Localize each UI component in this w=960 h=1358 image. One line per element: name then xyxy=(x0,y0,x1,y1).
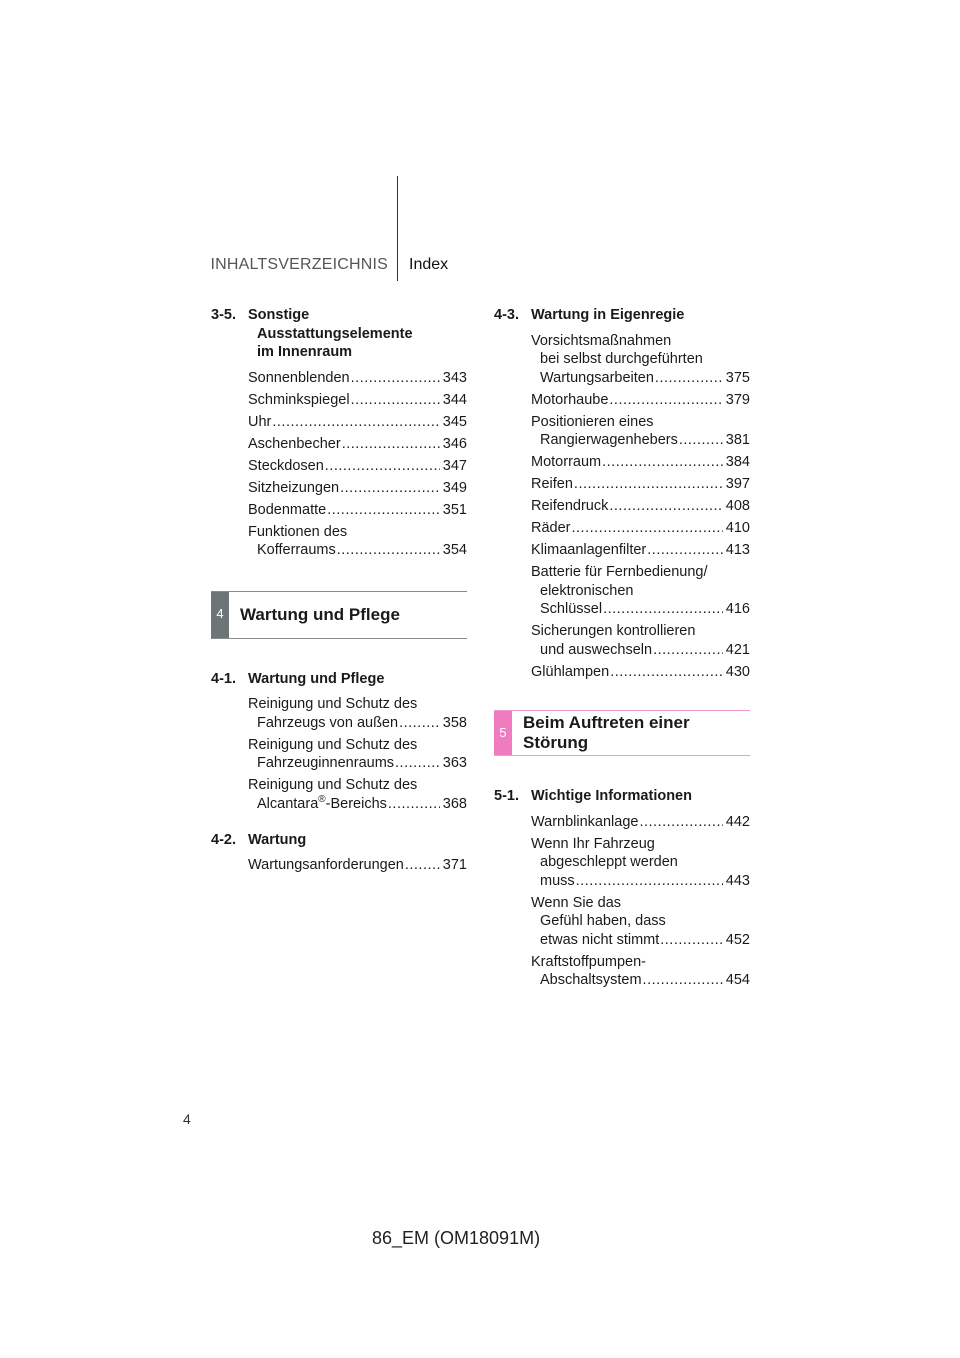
entry-title-line: Reinigung und Schutz des xyxy=(248,696,418,712)
entry-page: 384 xyxy=(725,454,750,470)
section-title-line: Wartung in Eigenregie xyxy=(531,307,685,323)
toc-right-column xyxy=(494,306,750,993)
section-number: 4-1. xyxy=(211,670,236,687)
section-number: 4-2. xyxy=(211,831,236,848)
header-index-link[interactable]: Index xyxy=(409,256,449,273)
entry-title-rest: -Bereichs xyxy=(325,795,387,812)
entry-page: 397 xyxy=(725,476,750,492)
toc-entry-abschleppen[interactable] xyxy=(531,835,750,891)
entry-title: Abschaltsystem xyxy=(540,972,642,988)
entry-title: Reifendruck xyxy=(531,498,609,514)
section-heading-4-3 xyxy=(494,306,750,325)
entry-title: Rangierwagenhebers xyxy=(540,432,678,448)
toc-entry-reifen[interactable] xyxy=(531,475,750,494)
entry-title-line: elektronischen xyxy=(540,582,634,599)
toc-entry-reinigung-alcantara[interactable] xyxy=(248,776,467,813)
entry-title: und auswechseln xyxy=(540,641,653,658)
section-title-line: Sonstige xyxy=(248,307,310,323)
entry-page: 443 xyxy=(725,872,750,889)
entry-title-line: abgeschleppt werden xyxy=(540,854,678,870)
entry-page: 421 xyxy=(725,641,750,658)
entry-page: 371 xyxy=(442,857,467,873)
entry-page: 343 xyxy=(442,369,467,386)
page-number: 4 xyxy=(183,1111,191,1127)
entry-title: Alcantara xyxy=(257,795,319,812)
entry-title: Warnblinkanlage xyxy=(531,813,639,830)
section-heading-5-1 xyxy=(494,787,750,806)
toc-entry-motorhaube[interactable] xyxy=(531,391,750,410)
toc-entry-raeder[interactable] xyxy=(531,519,750,538)
toc-entry-etwas-nicht-stimmt[interactable] xyxy=(531,894,750,950)
entry-title: Uhr xyxy=(248,413,272,430)
registered-mark: ® xyxy=(318,793,326,805)
entry-title: Klimaanlagenfilter xyxy=(531,542,647,558)
chapter-5-banner[interactable] xyxy=(494,710,750,756)
entry-page: 430 xyxy=(725,663,750,680)
section-title-line: Ausstattungselemente xyxy=(257,325,413,342)
entry-page: 452 xyxy=(725,931,750,948)
toc-entry-sonnenblenden[interactable] xyxy=(248,369,467,388)
section-heading-3-5 xyxy=(211,306,467,362)
header-divider xyxy=(397,176,398,281)
section-heading-4-2 xyxy=(211,831,467,850)
toc-entry-warnblinkanlage[interactable] xyxy=(531,813,750,832)
entry-page: 368 xyxy=(442,795,467,812)
toc-entry-steckdosen[interactable] xyxy=(248,457,467,476)
chapter-title-line: Beim Auftreten einer xyxy=(523,713,690,732)
entry-title: Reifen xyxy=(531,476,573,492)
toc-entry-batterie-schluessel[interactable] xyxy=(531,563,750,619)
entry-title: Fahrzeugs von außen xyxy=(257,714,399,731)
toc-entry-kofferraum[interactable] xyxy=(248,523,467,560)
entry-title: Kofferraums xyxy=(257,542,336,558)
section-title-line: Wichtige Informationen xyxy=(531,788,692,804)
toc-entry-uhr[interactable] xyxy=(248,413,467,432)
entry-page: 347 xyxy=(442,457,467,474)
section-number: 3-5. xyxy=(211,307,236,323)
entry-title: Glühlampen xyxy=(531,663,610,680)
entry-page: 351 xyxy=(442,501,467,518)
section-4-2-entries xyxy=(248,856,467,875)
entry-page: 410 xyxy=(725,520,750,536)
entry-title: muss xyxy=(540,872,575,889)
section-4-1-entries xyxy=(248,695,467,813)
toc-entry-vorsichtsmassnahmen[interactable] xyxy=(531,332,750,388)
toc-entry-bodenmatte[interactable] xyxy=(248,501,467,520)
entry-title-line: Sicherungen kontrollieren xyxy=(531,623,696,639)
entry-title: Sonnenblenden xyxy=(248,369,350,386)
toc-entry-klimaanlagenfilter[interactable] xyxy=(531,541,750,560)
toc-entry-rangierwagenheber[interactable] xyxy=(531,413,750,450)
toc-entry-reifendruck[interactable] xyxy=(531,497,750,516)
entry-page: 363 xyxy=(442,755,467,771)
entry-title-line: Funktionen des xyxy=(248,523,348,540)
entry-page: 354 xyxy=(442,542,467,558)
entry-title: Wartungsarbeiten xyxy=(540,369,654,386)
toc-entry-reinigung-aussen[interactable] xyxy=(248,695,467,732)
entry-title: Schlüssel xyxy=(540,601,603,617)
entry-title-line: Batterie für Fernbedienung/ xyxy=(531,564,708,580)
toc-entry-sicherungen[interactable] xyxy=(531,622,750,659)
section-title-line: Wartung und Pflege xyxy=(248,670,385,687)
document-code: 86_EM (OM18091M) xyxy=(372,1228,541,1248)
section-number: 5-1. xyxy=(494,788,519,804)
entry-title: Räder xyxy=(531,520,571,536)
entry-page: 375 xyxy=(725,369,750,386)
entry-title: Bodenmatte xyxy=(248,501,327,518)
entry-page: 358 xyxy=(442,714,467,731)
entry-page: 346 xyxy=(442,435,467,452)
toc-entry-sitzheizungen[interactable] xyxy=(248,479,467,498)
entry-page: 416 xyxy=(725,601,750,617)
entry-title: Motorraum xyxy=(531,454,602,470)
entry-title-line: Positionieren eines xyxy=(531,413,654,430)
entry-page: 413 xyxy=(725,542,750,558)
entry-title: Steckdosen xyxy=(248,457,324,474)
entry-page: 442 xyxy=(725,813,750,830)
section-3-5-entries xyxy=(248,369,467,560)
section-number: 4-3. xyxy=(494,307,519,323)
entry-page: 344 xyxy=(442,391,467,408)
section-5-1-entries xyxy=(531,813,750,990)
toc-entry-motorraum[interactable] xyxy=(531,453,750,472)
chapter-title-line: Störung xyxy=(523,733,589,752)
entry-title: Motorhaube xyxy=(531,391,609,408)
section-4-3-entries xyxy=(531,332,750,682)
toc-entry-reinigung-innen[interactable] xyxy=(248,736,467,773)
chapter-tab-number: 4 xyxy=(211,592,229,638)
entry-title-line: Kraftstoffpumpen- xyxy=(531,953,646,970)
entry-title: Sitzheizungen xyxy=(248,479,340,496)
entry-title-line: Vorsichtsmaßnahmen xyxy=(531,332,672,349)
chapter-tab-number: 5 xyxy=(494,711,512,755)
entry-title-line: Wenn Sie das xyxy=(531,894,622,911)
entry-page: 345 xyxy=(442,413,467,430)
entry-title-line: Reinigung und Schutz des xyxy=(248,777,418,793)
entry-title-line: Wenn Ihr Fahrzeug xyxy=(531,835,655,852)
entry-page: 381 xyxy=(725,432,750,448)
header-contents-label: INHALTSVERZEICHNIS xyxy=(210,256,388,273)
entry-title: Wartungsanforderungen xyxy=(248,857,404,873)
entry-title-line: bei selbst durchgeführten xyxy=(540,351,703,367)
entry-title: etwas nicht stimmt xyxy=(540,931,660,948)
toc-left-column xyxy=(211,306,467,878)
chapter-title: Wartung und Pflege xyxy=(240,604,400,624)
toc-entry-wartungsanforderungen[interactable] xyxy=(248,856,467,875)
entry-page: 349 xyxy=(442,479,467,496)
section-heading-4-1 xyxy=(211,670,467,689)
section-title-line: Wartung xyxy=(248,831,307,848)
entry-title-line: Gefühl haben, dass xyxy=(540,913,666,929)
entry-title: Fahrzeuginnenraums xyxy=(257,755,395,771)
section-title-line: im Innenraum xyxy=(257,344,353,360)
entry-page: 379 xyxy=(725,391,750,408)
toc-entry-gluehlampen[interactable] xyxy=(531,663,750,682)
entry-page: 454 xyxy=(725,972,750,988)
entry-title-line: Reinigung und Schutz des xyxy=(248,736,418,753)
entry-title: Aschenbecher xyxy=(248,435,341,452)
chapter-4-banner[interactable] xyxy=(211,591,467,639)
toc-entry-schminkspiegel[interactable] xyxy=(248,391,467,410)
toc-entry-aschenbecher[interactable] xyxy=(248,435,467,454)
entry-page: 408 xyxy=(725,498,750,514)
entry-title: Schminkspiegel xyxy=(248,391,350,408)
toc-entry-kraftstoffpumpen[interactable] xyxy=(531,953,750,990)
